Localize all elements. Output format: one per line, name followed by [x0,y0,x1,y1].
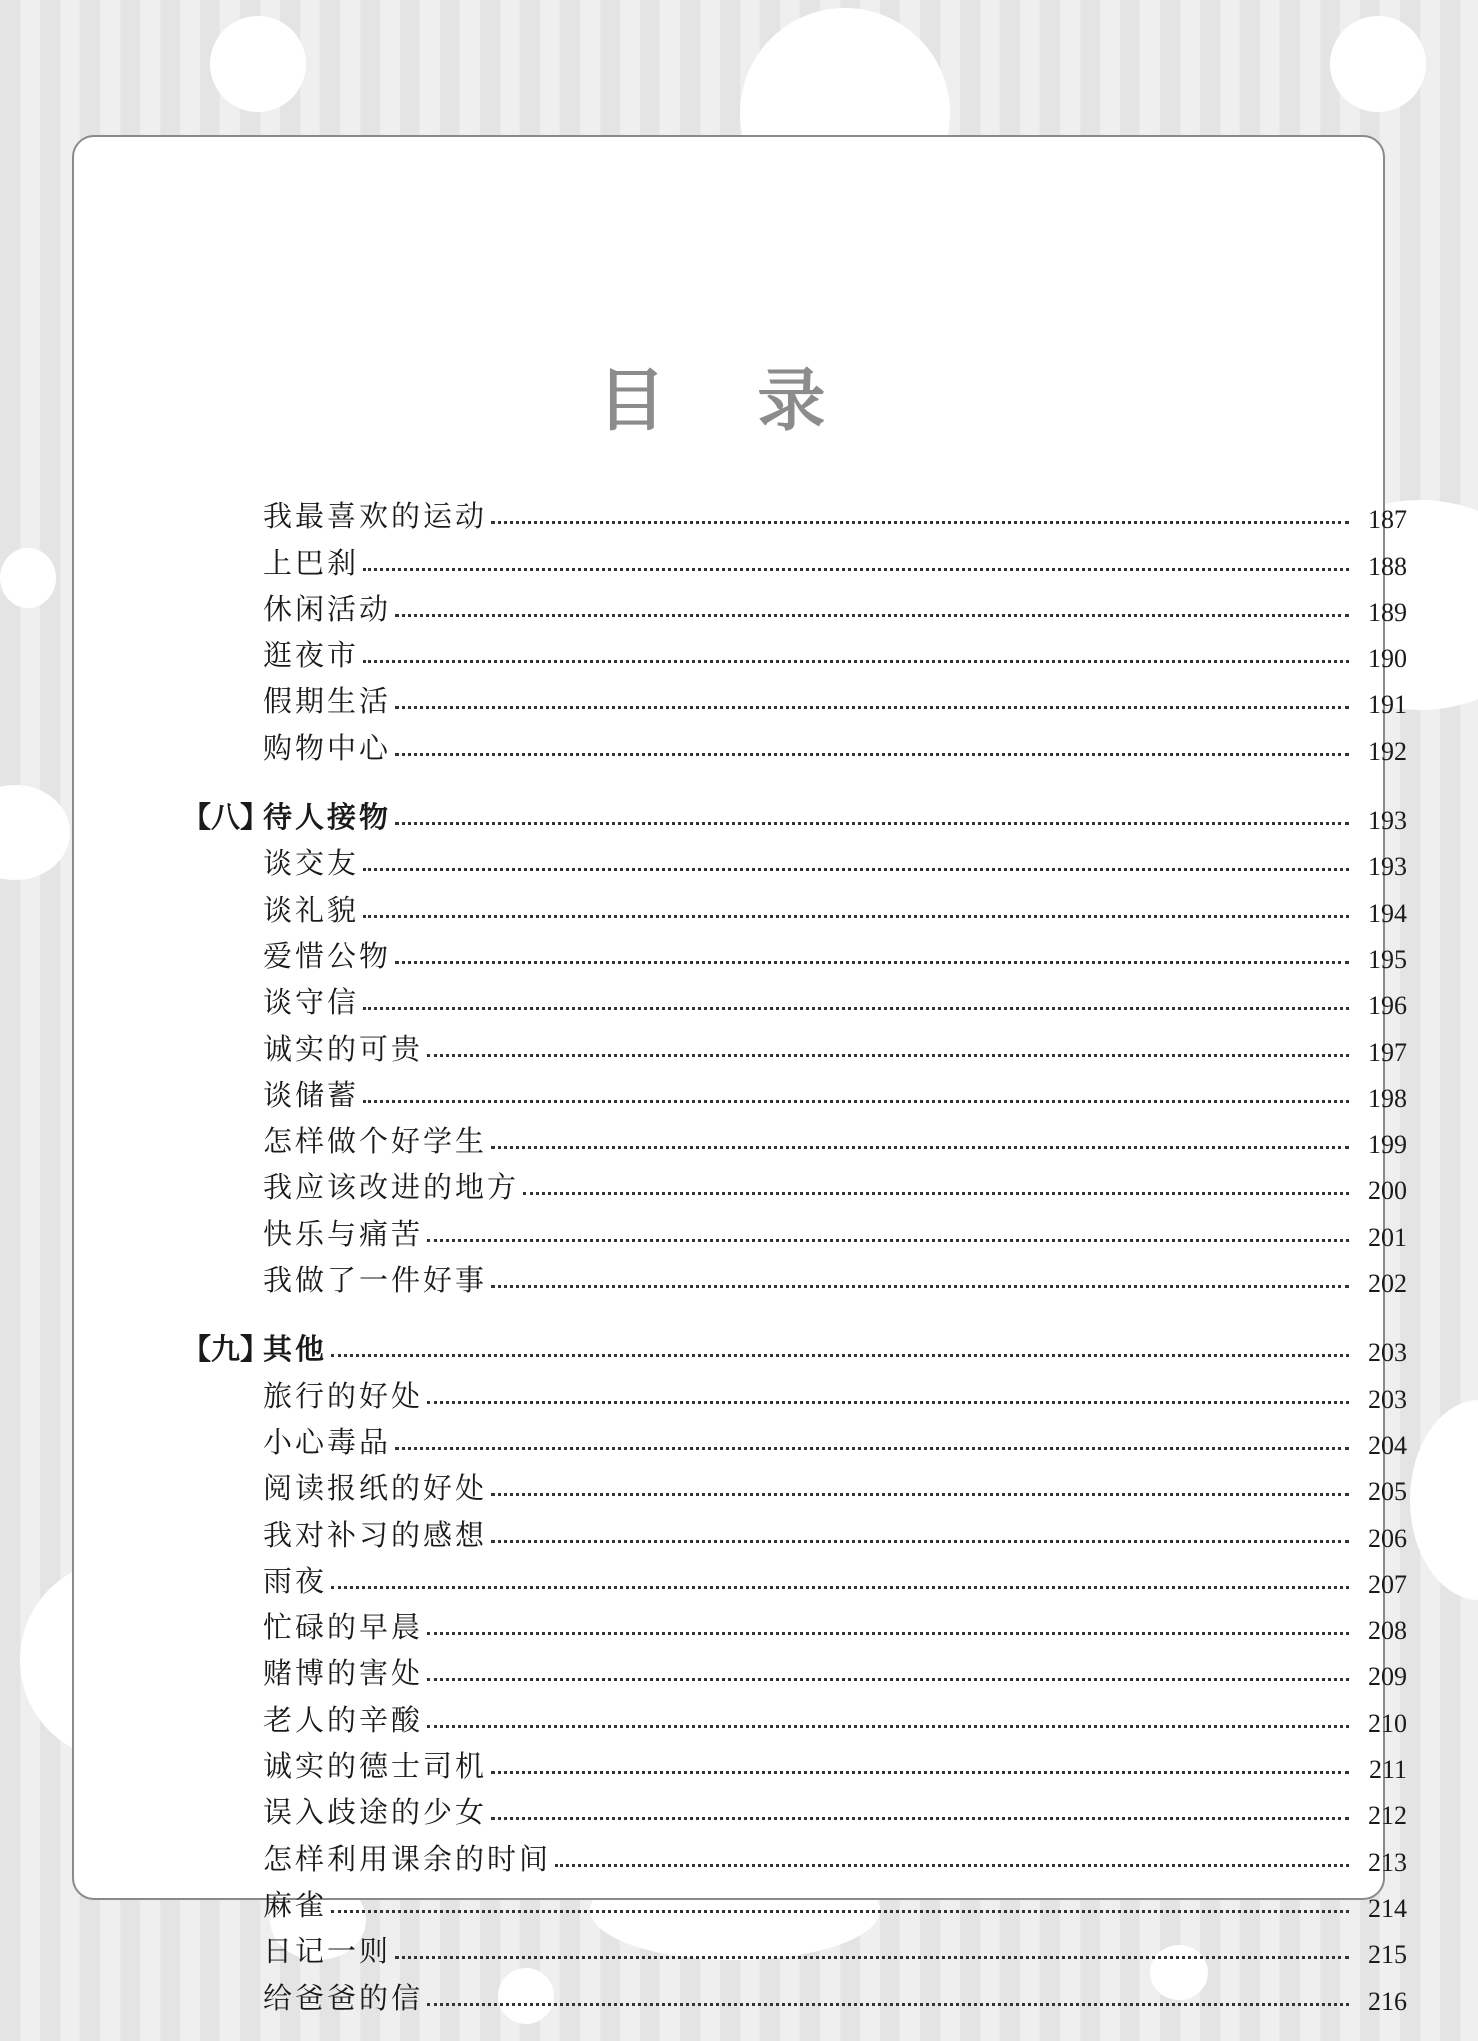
entry-title: 忙碌的早晨 [263,1610,424,1645]
dot-leader [555,1864,1349,1867]
page-number: 188 [1368,551,1407,581]
page-number: 212 [1368,1801,1407,1831]
page-number: 203 [1368,1384,1407,1414]
entry-title: 购物中心 [263,730,392,765]
toc-entry[interactable] [182,975,1407,1021]
entry-title: 给爸爸的信 [263,1980,424,2015]
entry-title: 雨夜 [263,1563,328,1598]
entry-title: 日记一则 [263,1934,392,1969]
dot-leader [427,1632,1349,1635]
page-number: 190 [1368,644,1407,674]
entry-title: 旅行的好处 [263,1378,424,1413]
page-number: 192 [1368,736,1407,766]
toc-entry[interactable] [182,1831,1407,1877]
entry-title: 休闲活动 [263,591,392,626]
entry-title: 快乐与痛苦 [263,1216,424,1251]
entry-title: 诚实的德士司机 [263,1749,488,1784]
entry-title: 谈储蓄 [263,1077,360,1112]
page-number: 194 [1368,898,1407,928]
decor-circle [0,548,56,608]
toc-entry[interactable] [182,1646,1407,1692]
dot-leader [491,1493,1349,1496]
dot-leader [363,1100,1349,1103]
page-number: 203 [1368,1338,1407,1368]
page-number: 189 [1368,597,1407,627]
entry-title: 谈交友 [263,846,360,881]
dot-leader [331,1910,1349,1913]
decor-circle [0,785,70,880]
page-number: 198 [1368,1083,1407,1113]
page-number: 216 [1368,1986,1407,2016]
toc-section-row[interactable] [182,790,1407,836]
entry-title: 小心毒品 [263,1424,392,1459]
dot-leader [363,868,1349,871]
decor-circle [210,16,306,112]
page-number: 214 [1368,1893,1407,1923]
toc-entry[interactable] [182,1160,1407,1206]
dot-leader [331,1354,1349,1357]
dot-leader [491,1817,1349,1820]
entry-title: 误入歧途的少女 [263,1795,488,1830]
dot-leader [363,660,1349,663]
toc-entry[interactable] [182,1461,1407,1507]
page-number: 195 [1368,944,1407,974]
dot-leader [491,1771,1349,1774]
dot-leader [491,1285,1349,1288]
dot-leader [427,2003,1349,2006]
dot-leader [395,1447,1349,1450]
toc-entry[interactable] [182,1507,1407,1553]
page-number: 197 [1368,1037,1407,1067]
dot-leader [427,1401,1349,1404]
page-number: 199 [1368,1130,1407,1160]
toc-entry[interactable] [182,836,1407,882]
toc-entry[interactable] [182,1785,1407,1831]
dot-leader [395,614,1349,617]
section-number: 【八】 [182,800,270,835]
entry-title: 假期生活 [263,684,392,719]
entry-title: 赌博的害处 [263,1656,424,1691]
dot-leader [363,1007,1349,1010]
page-number: 208 [1368,1616,1407,1646]
page-number: 206 [1368,1523,1407,1553]
entry-title: 待人接物 [263,800,392,835]
dot-leader [491,1540,1349,1543]
page-number: 207 [1368,1569,1407,1599]
toc-entry[interactable] [182,882,1407,928]
entry-title: 谈礼貌 [263,892,360,927]
dot-leader [395,822,1349,825]
dot-leader [491,521,1349,524]
decor-circle [1330,16,1426,112]
toc-entry[interactable] [182,1021,1407,1067]
toc-panel [72,135,1407,2016]
dot-leader [427,1239,1349,1242]
entry-title: 阅读报纸的好处 [263,1471,488,1506]
dot-leader [331,1586,1349,1589]
page-number: 204 [1368,1430,1407,1460]
decor-circle [1410,1400,1478,1600]
page-number: 211 [1368,1755,1407,1785]
page-number: 200 [1368,1176,1407,1206]
entry-title: 其他 [263,1332,328,1367]
dot-leader [363,915,1349,918]
dot-leader [523,1192,1349,1195]
page-title: 目 录 [597,362,860,441]
toc-entry[interactable] [182,1739,1407,1785]
section-number: 【九】 [182,1332,270,1367]
toc-entry[interactable] [182,1924,1407,1970]
toc-entry[interactable] [182,1368,1407,1414]
toc-entry[interactable] [182,720,1407,766]
toc-entry[interactable] [182,1970,1407,2016]
page-number: 202 [1368,1269,1407,1299]
page-number: 193 [1368,852,1407,882]
dot-leader [427,1725,1349,1728]
page-number: 209 [1368,1662,1407,1692]
entry-title: 我对补习的感想 [263,1517,488,1552]
dot-leader [395,753,1349,756]
toc-entry[interactable] [182,535,1407,581]
toc-entry[interactable] [182,674,1407,720]
toc-entry[interactable] [182,628,1407,674]
dot-leader [395,961,1349,964]
toc-entry[interactable] [182,1600,1407,1646]
dot-leader [491,1146,1349,1149]
page-number: 187 [1368,505,1407,535]
toc-entry[interactable] [182,582,1407,628]
page-number: 201 [1368,1222,1407,1252]
page-number: 215 [1368,1940,1407,1970]
page-number: 196 [1368,991,1407,1021]
page-number: 210 [1368,1708,1407,1738]
entry-title: 爱惜公物 [263,938,392,973]
entry-title: 上巴刹 [263,545,360,580]
toc-entry[interactable] [182,489,1407,535]
toc-entry[interactable] [182,1692,1407,1738]
toc-entry[interactable] [182,1206,1407,1252]
page-number: 205 [1368,1477,1407,1507]
dot-leader [427,1054,1349,1057]
toc-entry[interactable] [182,1415,1407,1461]
toc-section-row[interactable] [182,1322,1407,1368]
page-number: 193 [1368,806,1407,836]
table-of-contents [182,489,1407,2017]
entry-title: 谈守信 [263,985,360,1020]
dot-leader [395,1956,1349,1959]
dot-leader [395,706,1349,709]
page-number: 191 [1368,690,1407,720]
toc-entry[interactable] [182,1878,1407,1924]
entry-title: 我最喜欢的运动 [263,499,488,534]
dot-leader [363,568,1349,571]
entry-title: 麻雀 [263,1887,328,1922]
toc-entry[interactable] [182,929,1407,975]
dot-leader [427,1678,1349,1681]
entry-title: 我应该改进的地方 [263,1170,520,1205]
toc-entry[interactable] [182,1554,1407,1600]
page-number: 213 [1368,1847,1407,1877]
toc-entry[interactable] [182,1253,1407,1299]
entry-title: 我做了一件好事 [263,1263,488,1298]
toc-entry[interactable] [182,1114,1407,1160]
entry-title: 逛夜市 [263,638,360,673]
entry-title: 怎样做个好学生 [263,1124,488,1159]
toc-entry[interactable] [182,1068,1407,1114]
entry-title: 老人的辛酸 [263,1702,424,1737]
entry-title: 怎样利用课余的时间 [263,1841,552,1876]
entry-title: 诚实的可贵 [263,1031,424,1066]
